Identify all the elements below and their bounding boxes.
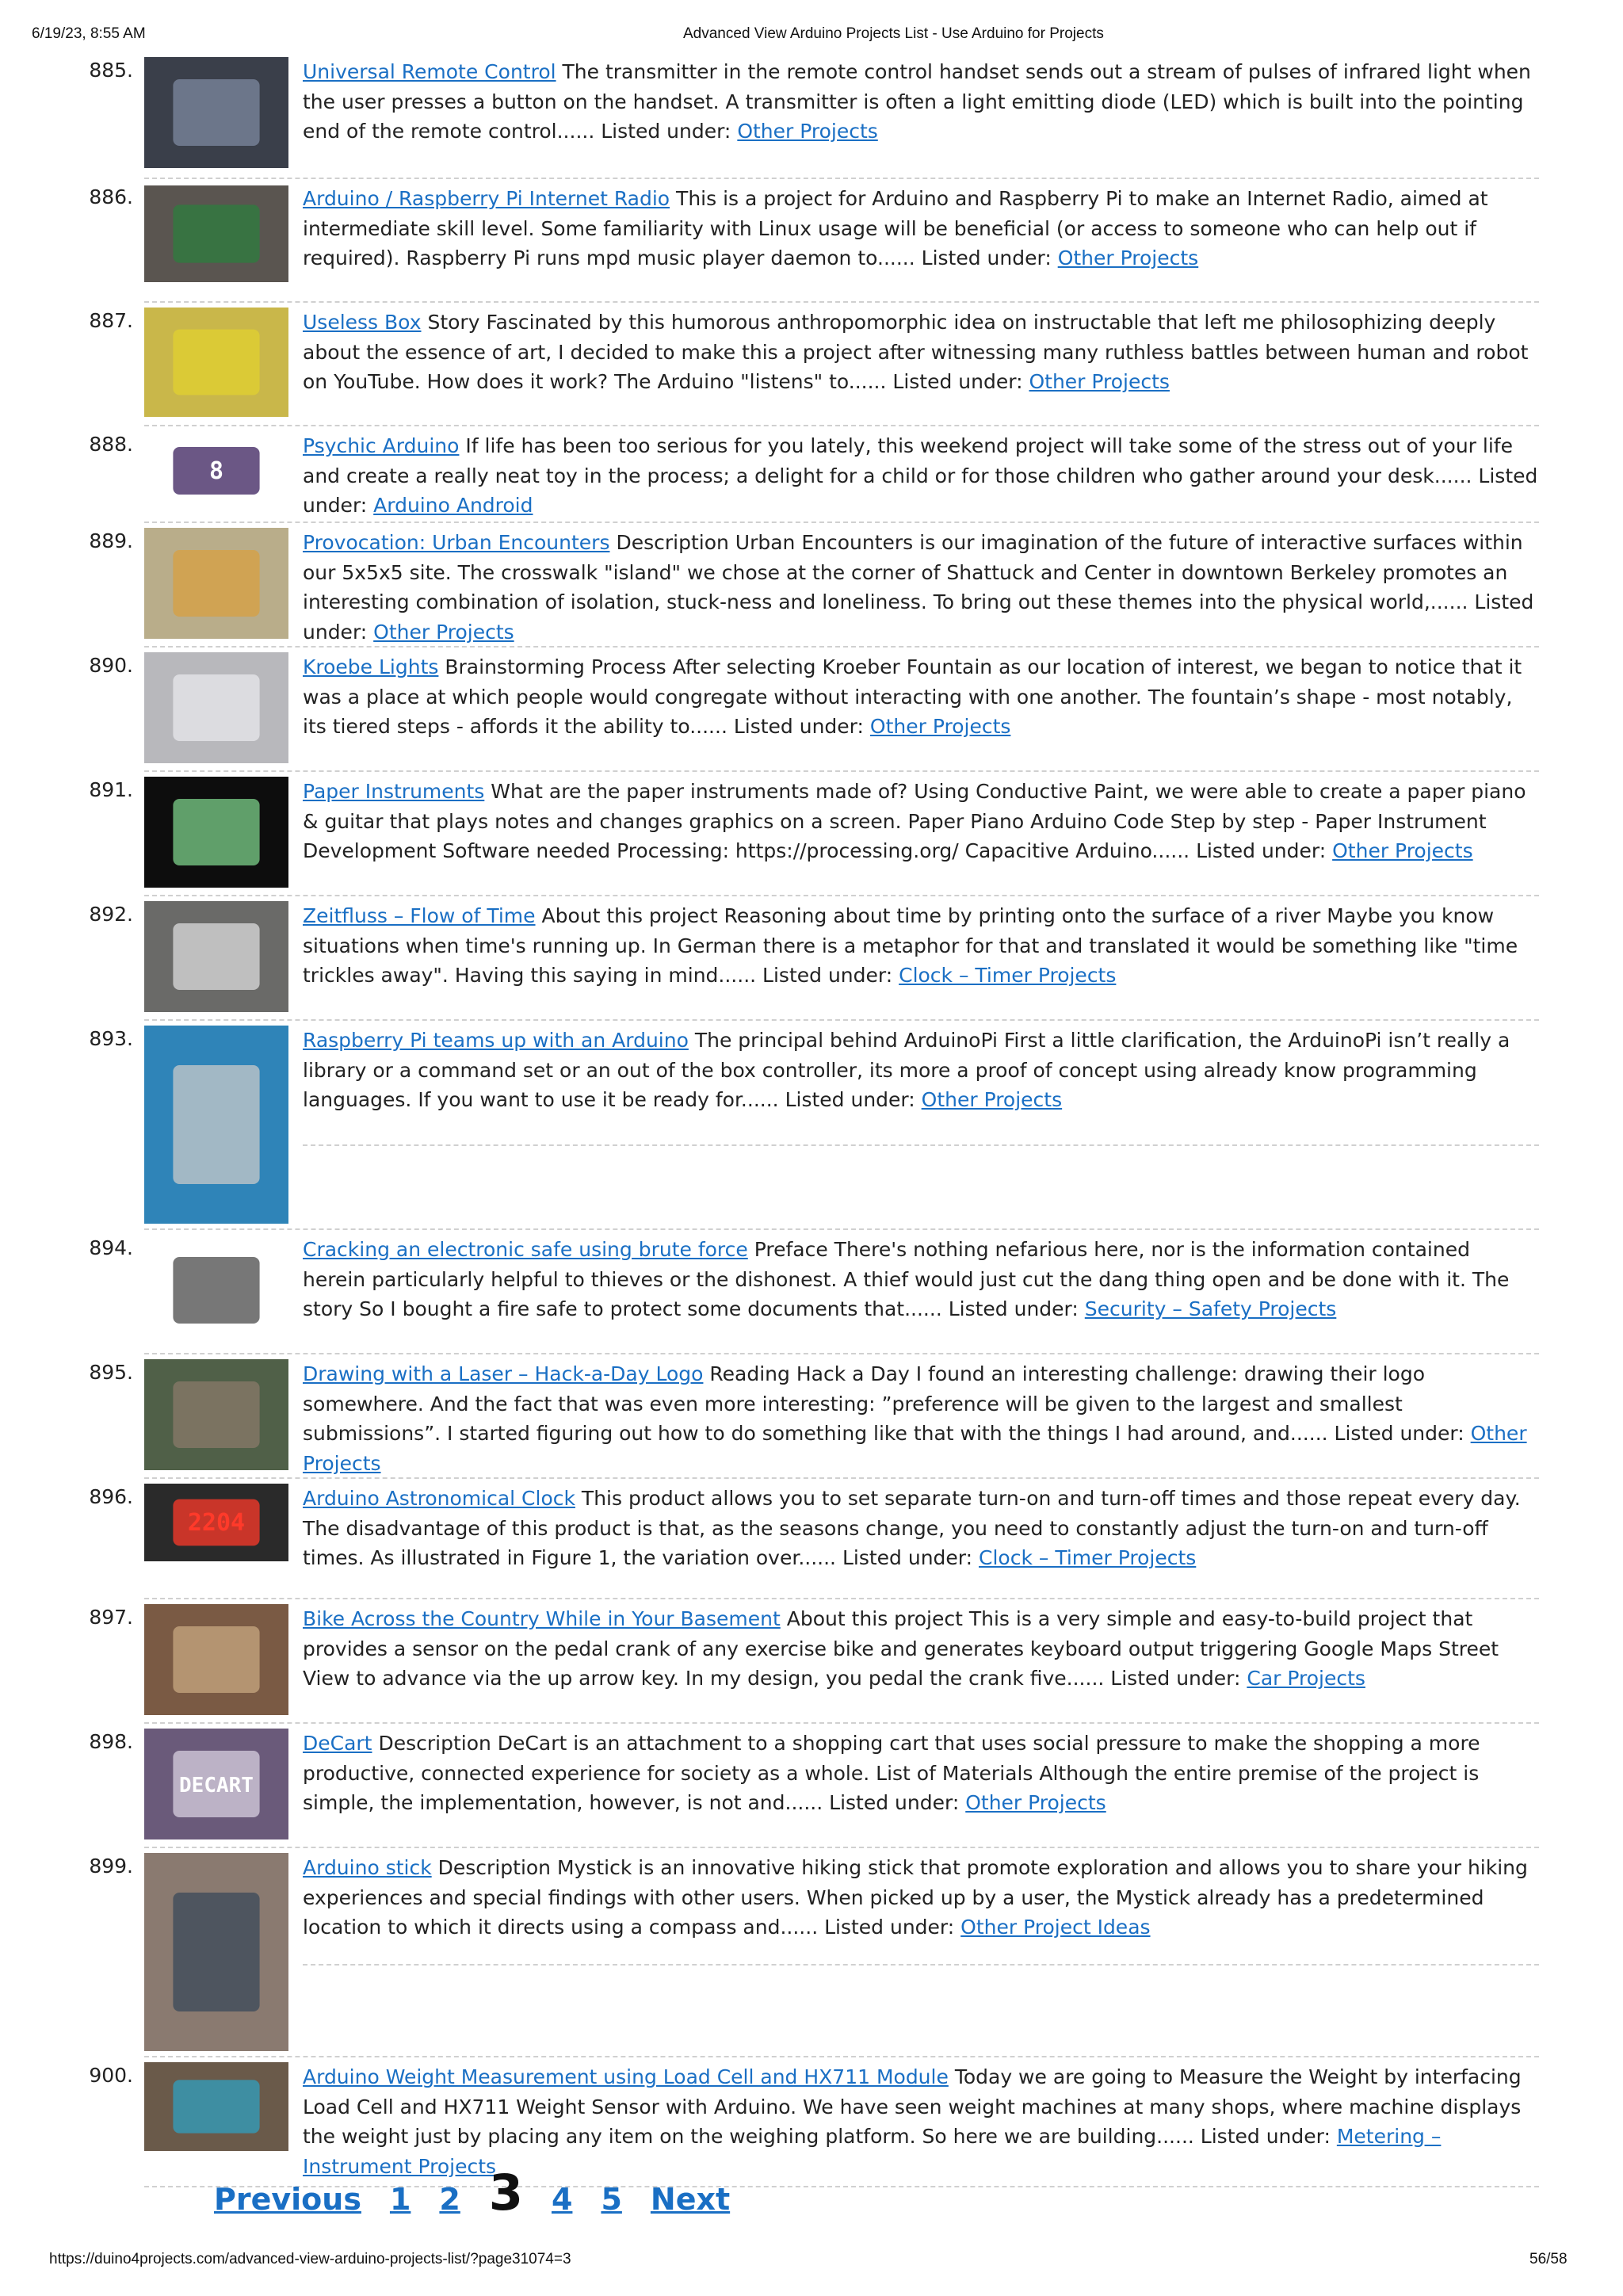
- project-thumbnail[interactable]: [144, 2062, 288, 2151]
- thumbnail-subject: [173, 330, 259, 395]
- project-description: Reading Hack a Day I found an interesting challenge: drawing their logo somewhere. And the fact that was even more interesting: ”preference will be given to the largest and smallest submissions”. I started figuring out how to do something like that with the things I had around, and......: [303, 1362, 1426, 1445]
- project-title-link[interactable]: Useless Box: [303, 311, 422, 334]
- current-page: 3: [488, 2164, 523, 2222]
- project-title-link[interactable]: Kroebe Lights: [303, 655, 439, 678]
- category-link[interactable]: Arduino Android: [373, 494, 533, 517]
- page-link-5[interactable]: 5: [601, 2182, 622, 2217]
- project-title-link[interactable]: Arduino Astronomical Clock: [303, 1487, 575, 1510]
- list-item: [89, 1354, 1539, 1479]
- project-description: Description DeCart is an attachment to a shopping cart that uses social pressure to make the shopping a more productive, connected experience for society as a whole. List of Materials Although the entire premise of the project is simple, the implementation, however, is not and......: [303, 1732, 1480, 1814]
- thumbnail-image: [144, 652, 288, 763]
- item-number: 892.: [89, 903, 133, 926]
- listed-under-label: Listed under:: [1196, 839, 1327, 862]
- print-page-number: 56/58: [1529, 2251, 1568, 2267]
- project-thumbnail[interactable]: [144, 1359, 288, 1470]
- page-link-1[interactable]: 1: [389, 2182, 411, 2217]
- project-thumbnail[interactable]: [144, 1604, 288, 1715]
- category-link[interactable]: Other Projects: [1057, 246, 1199, 269]
- list-item: [89, 1724, 1539, 1848]
- thumbnail-image: [144, 57, 288, 168]
- list-item: [89, 772, 1539, 896]
- category-link[interactable]: Other Projects: [965, 1791, 1106, 1814]
- item-number: 896.: [89, 1485, 133, 1508]
- listed-under-label: Listed under:: [824, 1916, 955, 1939]
- project-thumbnail[interactable]: [144, 777, 288, 888]
- thumbnail-image: [144, 2062, 288, 2151]
- thumbnail-image: [144, 185, 288, 282]
- list-item: [89, 1021, 1539, 1230]
- list-item: [89, 426, 1539, 523]
- thumbnail-subject: [173, 1381, 259, 1448]
- page-link-4[interactable]: 4: [551, 2182, 573, 2217]
- listed-under-label: Listed under:: [1200, 2125, 1331, 2148]
- thumbnail-image: [144, 1484, 288, 1561]
- thumbnail-image: [144, 901, 288, 1012]
- project-title-link[interactable]: Universal Remote Control: [303, 60, 556, 83]
- category-link[interactable]: Other Projects: [869, 715, 1011, 738]
- project-list: [0, 52, 1623, 2187]
- item-number: 895.: [89, 1361, 133, 1384]
- category-link[interactable]: Car Projects: [1247, 1667, 1365, 1690]
- listed-under-label: Listed under:: [829, 1791, 960, 1814]
- listed-under-label: Listed under:: [303, 590, 1534, 644]
- project-thumbnail[interactable]: [144, 57, 288, 168]
- project-description: Today we are going to Measure the Weight by interfacing Load Cell and HX711 Weight Sensor with Arduino. We have seen weight machines at many shops, where machine displays the weight just by placing any item on the weighing platform. So here we are building......: [303, 2065, 1522, 2148]
- listed-under-label: Listed under:: [921, 246, 1052, 269]
- item-number: 885.: [89, 59, 133, 82]
- thumbnail-subject: [173, 1893, 259, 2011]
- category-link[interactable]: Other Projects: [1332, 839, 1473, 862]
- thumbnail-image: [144, 1235, 288, 1346]
- thumbnail-image: [144, 1604, 288, 1715]
- project-title-link[interactable]: Provocation: Urban Encounters: [303, 531, 610, 554]
- project-title-link[interactable]: Psychic Arduino: [303, 434, 460, 457]
- item-number: 890.: [89, 654, 133, 677]
- category-link[interactable]: Clock – Timer Projects: [899, 964, 1117, 987]
- list-item: [89, 523, 1539, 648]
- project-description: Brainstorming Process After selecting Kroeber Fountain as our location of interest, we began to notice that it was a place at which people would congregate without interacting with one another. The fountain’s shape - most notably, its tiered steps - affords it the ability to......: [303, 655, 1522, 738]
- pagination: [214, 2164, 730, 2222]
- listed-under-label: Listed under:: [1110, 1667, 1241, 1690]
- thumbnail-image: [144, 1026, 288, 1224]
- thumbnail-image: [144, 777, 288, 888]
- project-title-link[interactable]: Bike Across the Country While in Your Basement: [303, 1607, 781, 1630]
- project-title-link[interactable]: Raspberry Pi teams up with an Arduino: [303, 1029, 689, 1052]
- category-link[interactable]: Other Project Ideas: [960, 1916, 1151, 1939]
- project-thumbnail[interactable]: [144, 1484, 288, 1561]
- project-description: This is a project for Arduino and Raspberry Pi to make an Internet Radio, aimed at intermediate skill level. Some familiarity with Linux usage will be beneficial (or access to someone who can help out if required). Raspberry Pi runs mpd music player daemon to......: [303, 187, 1488, 269]
- project-description: What are the paper instruments made of? Using Conductive Paint, we were able to create a paper piano & guitar that plays notes and changes graphics on a screen. Paper Piano Arduino Code Step by step - Paper Instrument Development Software needed Processing: https://processing.org/ Capacitive Arduino......: [303, 780, 1526, 862]
- project-description: The principal behind ArduinoPi First a little clarification, the ArduinoPi isn’t really a library or a command set or an out of the box controller, its more a proof of concept using already know programming languages. If you want to use it be ready for......: [303, 1029, 1510, 1111]
- thumbnail-subject: [173, 923, 259, 990]
- project-thumbnail[interactable]: [144, 1729, 288, 1839]
- page-link-2[interactable]: 2: [439, 2182, 460, 2217]
- listed-under-label: Listed under:: [842, 1546, 973, 1569]
- next-page-link[interactable]: Next: [650, 2182, 731, 2217]
- listed-under-label: Listed under:: [762, 964, 893, 987]
- listed-under-label: Listed under:: [1334, 1422, 1465, 1445]
- project-description: If life has been too serious for you lately, this weekend project will take some of the stress out of your life and create a really neat toy in the process; a delight for a child or for those children who gather around your desk......: [303, 434, 1513, 487]
- project-thumbnail[interactable]: [144, 528, 288, 639]
- print-datetime: 6/19/23, 8:55 AM: [32, 25, 146, 42]
- thumbnail-subject: [173, 799, 259, 865]
- thumbnail-subject: [173, 79, 259, 146]
- list-item: [89, 648, 1539, 772]
- project-thumbnail[interactable]: [144, 901, 288, 1012]
- project-thumbnail[interactable]: [144, 431, 288, 510]
- project-thumbnail[interactable]: [144, 1235, 288, 1346]
- project-description: This product allows you to set separate turn-on and turn-off times and those repeat every day. The disadvantage of this product is that, as the seasons change, you need to constantly adjust the turn-on and turn-off times. As illustrated in Figure 1, the variation over......: [303, 1487, 1521, 1569]
- project-title-link[interactable]: Arduino Weight Measurement using Load Cell and HX711 Module: [303, 2065, 949, 2088]
- project-description: Description Urban Encounters is our imagination of the future of interactive surfaces within our 5x5x5 site. The crosswalk "island" we chose at the corner of Shattuck and Center in downtown Berkeley promotes an interesting combination of isolation, stuck-ness and loneliness. To bring out these themes into the physical world,......: [303, 531, 1523, 613]
- list-item: [89, 1599, 1539, 1724]
- thumbnail-label: DECART: [179, 1774, 254, 1797]
- listed-under-label: Listed under:: [601, 120, 731, 143]
- listed-under-label: Listed under:: [892, 370, 1023, 393]
- thumbnail-subject: [173, 1065, 259, 1184]
- list-item: [89, 179, 1539, 303]
- project-title-link[interactable]: Drawing with a Laser – Hack-a-Day Logo: [303, 1362, 704, 1385]
- item-number: 886.: [89, 185, 133, 208]
- project-description: Description Mystick is an innovative hiking stick that promote exploration and allows you to share your hiking experiences and special findings with other users. When picked up by a user, the Mystick already has a predetermined location to which it directs using a compass and......: [303, 1856, 1528, 1939]
- print-url: https://duino4projects.com/advanced-view-arduino-projects-list/?page31074=3: [49, 2251, 571, 2267]
- listed-under-label: Listed under:: [948, 1297, 1079, 1320]
- project-title-link[interactable]: DeCart: [303, 1732, 372, 1755]
- list-item: [89, 303, 1539, 426]
- thumbnail-image: [144, 1853, 288, 2051]
- category-link[interactable]: Other Projects: [1029, 370, 1170, 393]
- list-item: [89, 896, 1539, 1021]
- list-item: [89, 1479, 1539, 1599]
- project-description: Preface There's nothing nefarious here, nor is the information contained herein particularly helpful to thieves or the dishonest. A thief would just cut the dang thing open and be done with it. The story So I bought a fire safe to protect some documents that......: [303, 1238, 1510, 1320]
- project-thumbnail[interactable]: [144, 308, 288, 417]
- category-link[interactable]: Other Projects: [737, 120, 878, 143]
- item-number: 900.: [89, 2064, 133, 2087]
- category-link[interactable]: Other Projects: [373, 620, 514, 644]
- category-link[interactable]: Metering – Instrument Projects: [303, 2125, 1442, 2178]
- category-link[interactable]: Clock – Timer Projects: [979, 1546, 1197, 1569]
- thumbnail-subject: [173, 204, 259, 262]
- category-link[interactable]: Other Projects: [921, 1088, 1063, 1111]
- thumbnail-subject: [173, 550, 259, 617]
- thumbnail-subject: [173, 674, 259, 741]
- listed-under-label: Listed under:: [303, 464, 1538, 517]
- thumbnail-label: 8: [208, 457, 224, 485]
- project-description: About this project This is a very simple and easy-to-build project that provides a sensor on the pedal crank of any exercise bike and generates keyboard output triggering Google Maps Street View to advance via the up arrow key. In my design, you pedal the crank five......: [303, 1607, 1499, 1690]
- thumbnail-subject: [173, 1257, 259, 1324]
- list-item: [89, 1230, 1539, 1354]
- thumbnail-label: 2204: [187, 1509, 246, 1537]
- item-number: 898.: [89, 1730, 133, 1753]
- thumbnail-image: [144, 308, 288, 417]
- list-item: [89, 1848, 1539, 2057]
- thumbnail-image: [144, 1729, 288, 1839]
- item-number: 889.: [89, 529, 133, 552]
- project-title-link[interactable]: Zeitfluss – Flow of Time: [303, 904, 536, 927]
- thumbnail-image: [144, 431, 288, 510]
- project-description: The transmitter in the remote control handset sends out a stream of pulses of infrared light when the user presses a button on the handset. A transmitter is often a light emitting diode (LED) which is built into the pointing end of the remote control......: [303, 60, 1531, 143]
- listed-under-label: Listed under:: [785, 1088, 915, 1111]
- item-number: 894.: [89, 1236, 133, 1259]
- category-link[interactable]: Security – Safety Projects: [1084, 1297, 1337, 1320]
- list-item: [89, 52, 1539, 179]
- item-number: 891.: [89, 778, 133, 801]
- category-link[interactable]: Other Projects: [303, 1422, 1527, 1475]
- print-title: Advanced View Arduino Projects List - Use Arduino for Projects: [683, 25, 1104, 42]
- project-title-link[interactable]: Cracking an electronic safe using brute force: [303, 1238, 748, 1261]
- item-number: 887.: [89, 309, 133, 332]
- thumbnail-subject: [173, 2080, 259, 2133]
- project-thumbnail[interactable]: [144, 1853, 288, 2051]
- thumbnail-image: [144, 528, 288, 639]
- item-number: 888.: [89, 433, 133, 456]
- item-number: 893.: [89, 1027, 133, 1050]
- item-number: 897.: [89, 1606, 133, 1629]
- thumbnail-image: [144, 1359, 288, 1470]
- project-title-link[interactable]: Paper Instruments: [303, 780, 485, 803]
- project-title-link[interactable]: Arduino / Raspberry Pi Internet Radio: [303, 187, 670, 210]
- project-description: Story Fascinated by this humorous anthropomorphic idea on instructable that left me philosophizing deeply about the essence of art, I decided to make this a project after witnessing many ruthless battles between human and robot on YouTube. How does it work? The Arduino "listens" to......: [303, 311, 1529, 393]
- project-thumbnail[interactable]: [144, 185, 288, 282]
- project-thumbnail[interactable]: [144, 1026, 288, 1224]
- previous-page-link[interactable]: Previous: [214, 2182, 361, 2217]
- project-thumbnail[interactable]: [144, 652, 288, 763]
- project-description: About this project Reasoning about time by printing onto the surface of a river Maybe you know situations when time's running up. In German there is a metaphor for that and translated it would be something like "time trickles away". Having this saying in mind......: [303, 904, 1518, 987]
- project-title-link[interactable]: Arduino stick: [303, 1856, 432, 1879]
- thumbnail-subject: [173, 1626, 259, 1693]
- listed-under-label: Listed under:: [733, 715, 864, 738]
- item-number: 899.: [89, 1855, 133, 1878]
